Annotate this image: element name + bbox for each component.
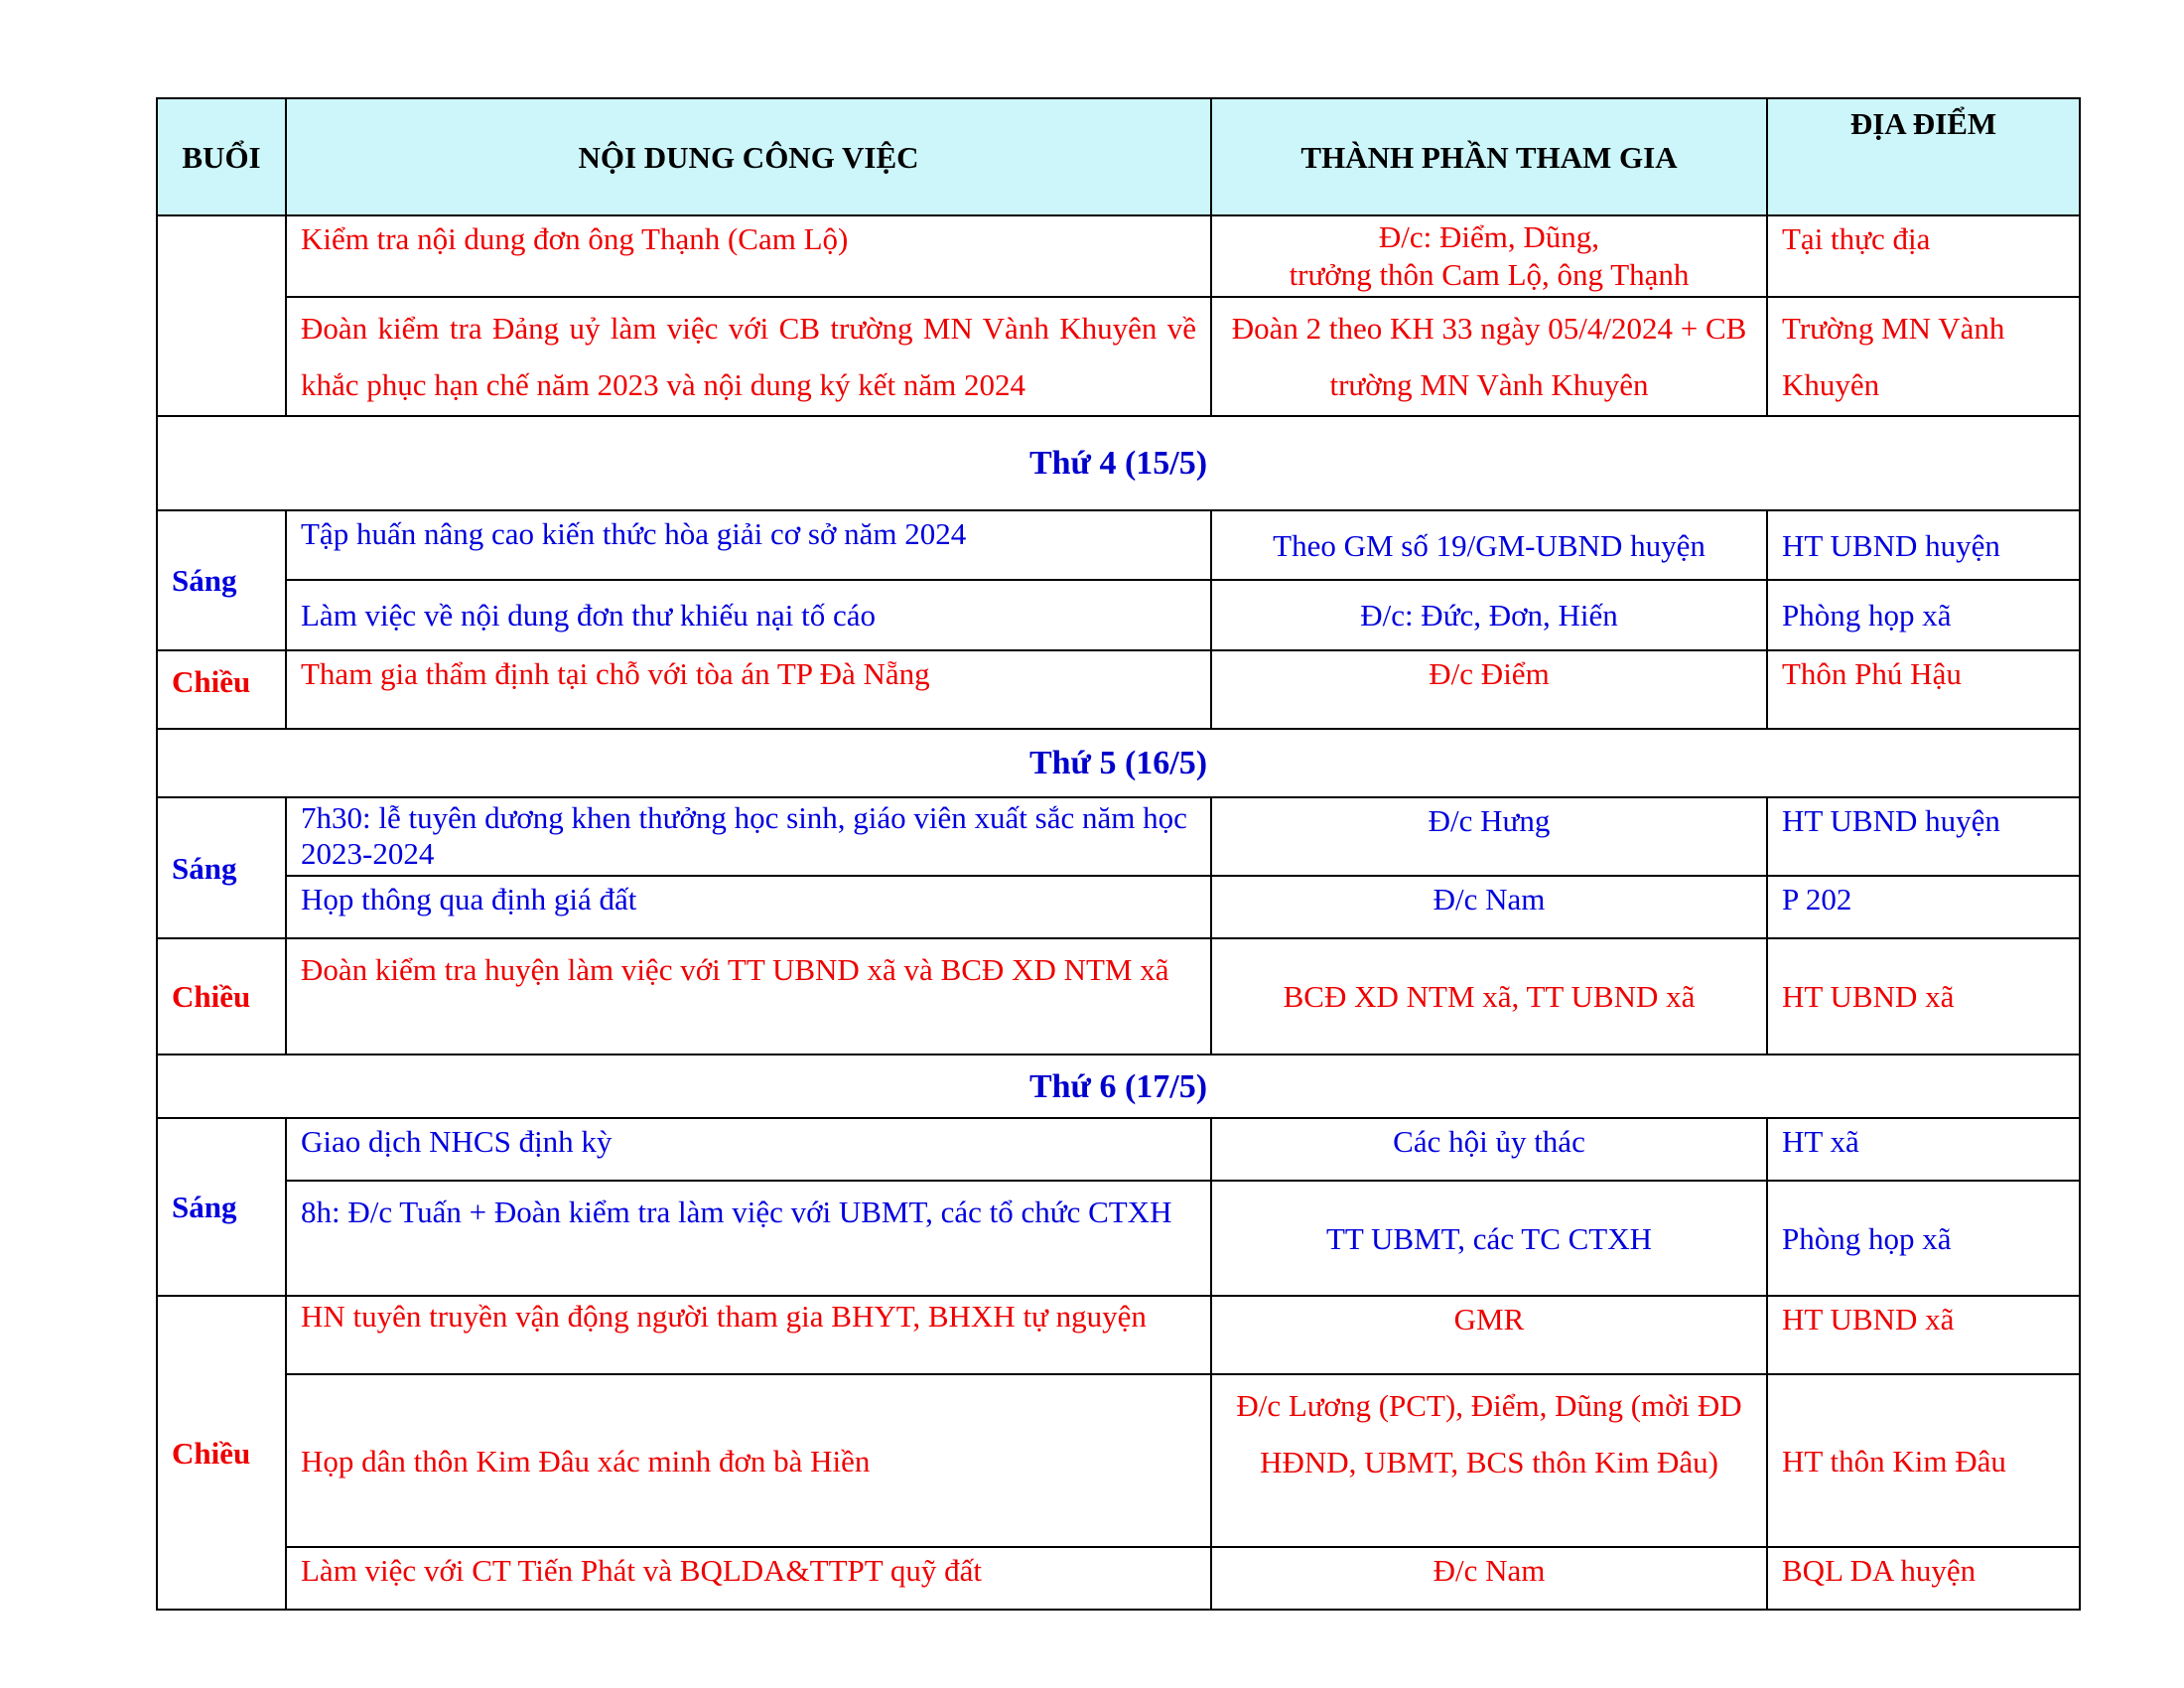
row-content: 8h: Đ/c Tuấn + Đoàn kiểm tra làm việc với UBMT, các tổ chức CTXH xyxy=(286,1181,1211,1296)
row-location: HT xã xyxy=(1767,1118,2080,1181)
row-participants xyxy=(1211,215,1767,297)
table-row xyxy=(157,938,2080,1055)
session-morning: Sáng xyxy=(157,1118,286,1296)
row-participants: Đ/c Điểm xyxy=(1211,650,1767,729)
header-session: BUỔI xyxy=(157,98,286,215)
row-location: Thôn Phú Hậu xyxy=(1767,650,2080,729)
header-participants: THÀNH PHẦN THAM GIA xyxy=(1211,98,1767,215)
day-header-row xyxy=(157,1055,2080,1118)
row-participants: Các hội ủy thác xyxy=(1211,1118,1767,1181)
table-row xyxy=(157,650,2080,729)
session-afternoon: Chiều xyxy=(157,938,286,1055)
row-content: Đoàn kiểm tra Đảng uỷ làm việc với CB trường MN Vành Khuyên về khắc phục hạn chế năm 2023 và nội dung ký kết năm 2024 xyxy=(286,297,1211,416)
row-participants: Đ/c Nam xyxy=(1211,876,1767,938)
row-location: Phòng họp xã xyxy=(1767,1181,2080,1296)
day-header-row xyxy=(157,416,2080,510)
day-title: Thứ 4 (15/5) xyxy=(157,416,2080,510)
table-row xyxy=(157,797,2080,876)
table-row xyxy=(157,1118,2080,1181)
day-title: Thứ 5 (16/5) xyxy=(157,729,2080,797)
row-location: BQL DA huyện xyxy=(1767,1547,2080,1610)
row-location: HT UBND huyện xyxy=(1767,510,2080,580)
schedule-table xyxy=(156,97,2081,1611)
row-location: Trường MN Vành Khuyên xyxy=(1767,297,2080,416)
day-header-row xyxy=(157,729,2080,797)
table-row xyxy=(157,1374,2080,1547)
row-content: 7h30: lễ tuyên dương khen thưởng học sinh, giáo viên xuất sắc năm học 2023-2024 xyxy=(286,797,1211,876)
row-content: Làm việc với CT Tiến Phát và BQLDA&TTPT quỹ đất xyxy=(286,1547,1211,1610)
table-row xyxy=(157,510,2080,580)
schedule-sheet xyxy=(156,97,2081,1611)
row-location: HT thôn Kim Đâu xyxy=(1767,1374,2080,1547)
row-participants: Đ/c Hưng xyxy=(1211,797,1767,876)
row-content: Họp thông qua định giá đất xyxy=(286,876,1211,938)
row-participants: Theo GM số 19/GM-UBND huyện xyxy=(1211,510,1767,580)
row-participants: Đoàn 2 theo KH 33 ngày 05/4/2024 + CB trường MN Vành Khuyên xyxy=(1211,297,1767,416)
participants-line: Đ/c: Điểm, Dũng, xyxy=(1378,219,1600,254)
row-participants: GMR xyxy=(1211,1296,1767,1374)
table-row xyxy=(157,876,2080,938)
session-morning: Sáng xyxy=(157,797,286,938)
row-content: Họp dân thôn Kim Đâu xác minh đơn bà Hiền xyxy=(286,1374,1211,1547)
session-morning: Sáng xyxy=(157,510,286,650)
row-participants: TT UBMT, các TC CTXH xyxy=(1211,1181,1767,1296)
row-participants: Đ/c: Đức, Đơn, Hiến xyxy=(1211,580,1767,650)
row-location: Phòng họp xã xyxy=(1767,580,2080,650)
session-afternoon: Chiều xyxy=(157,650,286,729)
row-content: Giao dịch NHCS định kỳ xyxy=(286,1118,1211,1181)
table-row xyxy=(157,580,2080,650)
row-content: Tập huấn nâng cao kiến thức hòa giải cơ sở năm 2024 xyxy=(286,510,1211,580)
row-location: HT UBND xã xyxy=(1767,938,2080,1055)
table-row xyxy=(157,1296,2080,1374)
header-content: NỘI DUNG CÔNG VIỆC xyxy=(286,98,1211,215)
row-content: HN tuyên truyền vận động người tham gia BHYT, BHXH tự nguyện xyxy=(286,1296,1211,1374)
session-afternoon: Chiều xyxy=(157,1296,286,1610)
table-row xyxy=(157,297,2080,416)
header-location: ĐỊA ĐIỂM xyxy=(1767,98,2080,215)
row-location: HT UBND huyện xyxy=(1767,797,2080,876)
row-content: Làm việc về nội dung đơn thư khiếu nại tố cáo xyxy=(286,580,1211,650)
row-participants: Đ/c Nam xyxy=(1211,1547,1767,1610)
table-row xyxy=(157,1181,2080,1296)
table-row xyxy=(157,1547,2080,1610)
row-location: P 202 xyxy=(1767,876,2080,938)
row-participants: Đ/c Lương (PCT), Điểm, Dũng (mời ĐD HĐND, UBMT, BCS thôn Kim Đâu) xyxy=(1211,1374,1767,1547)
row-participants: BCĐ XD NTM xã, TT UBND xã xyxy=(1211,938,1767,1055)
row-content: Kiểm tra nội dung đơn ông Thạnh (Cam Lộ) xyxy=(286,215,1211,297)
row-location: HT UBND xã xyxy=(1767,1296,2080,1374)
row-content: Đoàn kiểm tra huyện làm việc với TT UBND xã và BCĐ XD NTM xã xyxy=(286,938,1211,1055)
day-title: Thứ 6 (17/5) xyxy=(157,1055,2080,1118)
row-content: Tham gia thẩm định tại chỗ với tòa án TP Đà Nẵng xyxy=(286,650,1211,729)
row-location: Tại thực địa xyxy=(1767,215,2080,297)
session-cell-empty xyxy=(157,215,286,416)
header-row xyxy=(157,98,2080,215)
table-row xyxy=(157,215,2080,297)
participants-line: trưởng thôn Cam Lộ, ông Thạnh xyxy=(1289,257,1690,292)
